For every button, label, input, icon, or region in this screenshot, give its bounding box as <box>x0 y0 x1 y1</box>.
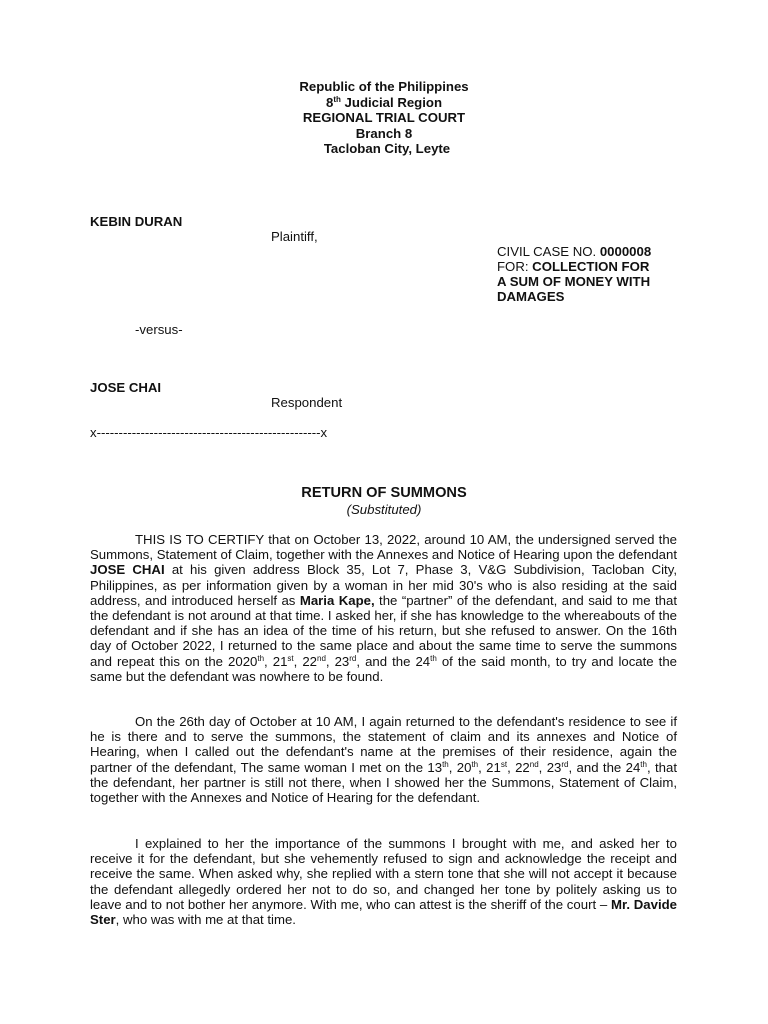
respondent-name: JOSE CHAI <box>90 380 162 395</box>
header-court: REGIONAL TRIAL COURT <box>302 110 466 125</box>
respondent-label: Respondent <box>271 395 343 410</box>
caption-separator: x---------------------------------------------------x <box>90 425 328 440</box>
paragraph-1: THIS IS TO CERTIFY that on October 13, 2022, around 10 AM, the undersigned served the Summons, Statement of Claim, together with the Annexes and Notice of Hearing upon the defendant JOSE CHAI at his given address Block 35, Lot 7, Phase 3, V&G Subdivision, Tacloban City, Philippines, as per information given by a woman in her mid 30's who is also residing at the said address, and introduced herself as Maria Kape, the “partner” of the defendant, and said to me that the defendant is not around at that time. I asked her, if she has knowledge to the whereabouts of the defendant and if she has an idea of the time of his return, but she refused to answer. On the 16th day of October 2022, I returned to the same place and about the same time to serve the summons and repeat this on the 2020th, 21st, 22nd, 23rd, and the 24th of the said month, to try and locate the same but the defendant was nowhere to be found. <box>90 532 677 684</box>
plaintiff-label: Plaintiff, <box>271 229 318 244</box>
case-number: 0000008 <box>599 244 652 259</box>
case-for-line3: DAMAGES <box>497 289 565 304</box>
defendant-name: JOSE CHAI <box>90 562 165 578</box>
versus-label: -versus- <box>135 322 183 337</box>
paragraph-3: I explained to her the importance of the summons I brought with me, and asked her to receive it for the defendant, but she vehemently refused to sign and acknowledge the receipt and receive the same. When asked why, she replied with a stern tone that she will not accept it because the defendant allegedly ordered her not to do so, and changed her tone by politely asking us to leave and to not bother her anymore. With me, who can attest is the sheriff of the court – Mr. Davide Ster, who was with me at that time. <box>90 836 677 928</box>
case-number-line: CIVIL CASE NO. 0000008 <box>497 244 652 259</box>
header-region: 8th Judicial Region <box>325 94 443 110</box>
plaintiff-name: KEBIN DURAN <box>90 214 183 229</box>
case-for-line2: A SUM OF MONEY WITH <box>497 274 651 289</box>
sheriff-name: Mr. Davide Ster <box>90 896 677 928</box>
witness-name: Maria Kape, <box>299 592 375 608</box>
header-republic: Republic of the Philippines <box>299 79 469 94</box>
header-branch: Branch 8 <box>355 125 413 141</box>
court-header <box>0 79 768 157</box>
document-subtitle: (Substituted) <box>346 502 422 517</box>
document-title: RETURN OF SUMMONS <box>301 485 467 501</box>
header-city: Tacloban City, Leyte <box>323 141 451 156</box>
case-for-line: FOR: COLLECTION FOR <box>497 259 650 274</box>
paragraph-2: On the 26th day of October at 10 AM, I again returned to the defendant's residence to see if he is there and to serve the summons, the statement of claim and its annexes and Notice of Hearing, when I called out the defendant's name at the premises of their residence, again the partner of the defendant, The same woman I met on the 13th, 20th, 21st, 22nd, 23rd, and the 24th, that the defendant, her partner is still not there, when I showed her the Summons, Statement of Claim, together with the Annexes and Notice of Hearing for the defendant. <box>90 714 677 806</box>
